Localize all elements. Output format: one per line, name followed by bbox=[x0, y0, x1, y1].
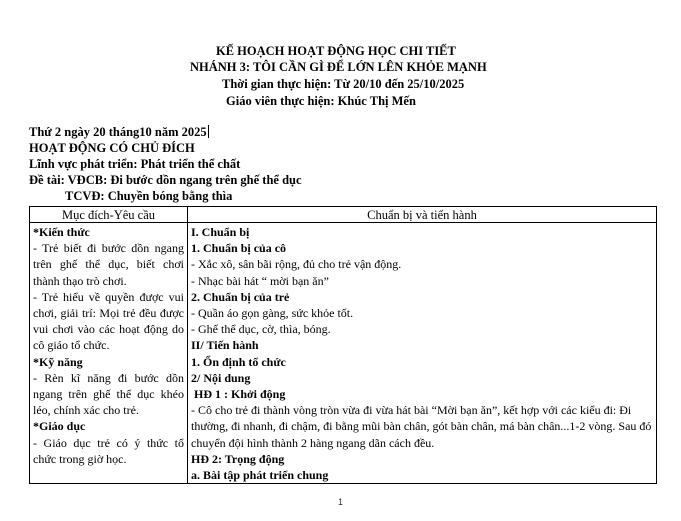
procedure-text: - Cô cho trẻ đi thành vòng tròn vừa đi vừa hát bài “Mời bạn ăn”, kết hợp với các kiểu đi: Đi thường, đi nhanh, đi chậm, đi bằng mũi bàn chân, gót bàn chân, má bàn chân...1-2 vòng. Sau đó chuyển đội hình thành 2 hàng ngang dãn cách đều. bbox=[191, 403, 652, 450]
preparation-item: - Ghế thể dục, cờ, thìa, bóng. bbox=[191, 322, 331, 337]
preparation-cell bbox=[188, 223, 657, 484]
preparation-item: - Quần áo gọn gàng, sức khỏe tốt. bbox=[191, 306, 354, 321]
page-number: 1 bbox=[337, 497, 343, 507]
preparation-item: - Nhạc bài hát “ mời bạn ăn” bbox=[191, 273, 329, 288]
skills-heading: *Kỹ năng bbox=[33, 354, 83, 369]
knowledge-heading: *Kiến thức bbox=[33, 225, 90, 239]
section-heading: I. Chuẩn bị bbox=[191, 225, 250, 239]
branch-title: NHÁNH 3: TÔI CẦN GÌ ĐỂ LỚN LÊN KHỎE MẠNH bbox=[190, 60, 487, 74]
text-cursor bbox=[208, 125, 209, 138]
objective-item: - Giáo dục trẻ có ý thức tổ chức trong giờ học. bbox=[33, 435, 184, 466]
activity-heading: HĐ 2: Trọng động bbox=[191, 451, 285, 466]
topic-line: Đề tài: VĐCB: Đi bước dồn ngang trên ghế thể dục bbox=[29, 173, 302, 187]
date-text: Thứ 2 ngày 20 tháng10 năm 2025 bbox=[29, 125, 207, 139]
header-preparation: Chuẩn bị và tiến hành bbox=[188, 207, 657, 223]
teacher-line: Giáo viên thực hiện: Khúc Thị Mến bbox=[226, 94, 416, 108]
date-line[interactable] bbox=[29, 125, 209, 140]
activity-heading: HOẠT ĐỘNG CÓ CHỦ ĐÍCH bbox=[29, 141, 195, 155]
game-line: TCVĐ: Chuyền bóng bằng thìa bbox=[65, 189, 233, 203]
subsection-heading: a. Bài tập phát triển chung bbox=[191, 468, 329, 483]
subsection-heading: 2. Chuẩn bị của trẻ bbox=[191, 289, 290, 304]
objective-item: - Trẻ hiểu về quyền được vui chơi, giải trí: Mọi trẻ đều được vui chơi vào các hoạt động do cô giáo tổ chức. bbox=[33, 289, 184, 353]
education-heading: *Giáo dục bbox=[33, 419, 86, 434]
plan-table bbox=[29, 206, 657, 484]
preparation-item: - Xắc xô, sân bãi rộng, đủ cho trẻ vận động. bbox=[191, 257, 402, 272]
subsection-heading: 1. Chuẩn bị của cô bbox=[191, 241, 287, 256]
objectives-cell bbox=[30, 223, 188, 484]
period-line: Thời gian thực hiện: Từ 20/10 đến 25/10/2025 bbox=[222, 77, 465, 91]
objective-item: - Rèn kĩ năng đi bước dồn ngang trên ghế thể dục khéo léo, chính xác cho trẻ. bbox=[33, 370, 184, 418]
table-row bbox=[30, 223, 657, 484]
subsection-heading: 1. Ổn định tổ chức bbox=[191, 354, 286, 369]
field-line: Lĩnh vực phát triển: Phát triển thể chất bbox=[29, 157, 241, 171]
activity-heading: HĐ 1 : Khởi động bbox=[191, 387, 286, 402]
header-objectives: Mục đích-Yêu cầu bbox=[30, 207, 188, 223]
section-heading: II/ Tiến hành bbox=[191, 338, 259, 353]
plan-title: KẾ HOẠCH HOẠT ĐỘNG HỌC CHI TIẾT bbox=[216, 44, 456, 58]
objective-item: - Trẻ biết đi bước dồn ngang trên ghế thể dục, biết chơi thành thạo trò chơi. bbox=[33, 241, 184, 288]
subsection-heading: 2/ Nội dung bbox=[191, 370, 251, 385]
table-header-row bbox=[30, 207, 657, 223]
